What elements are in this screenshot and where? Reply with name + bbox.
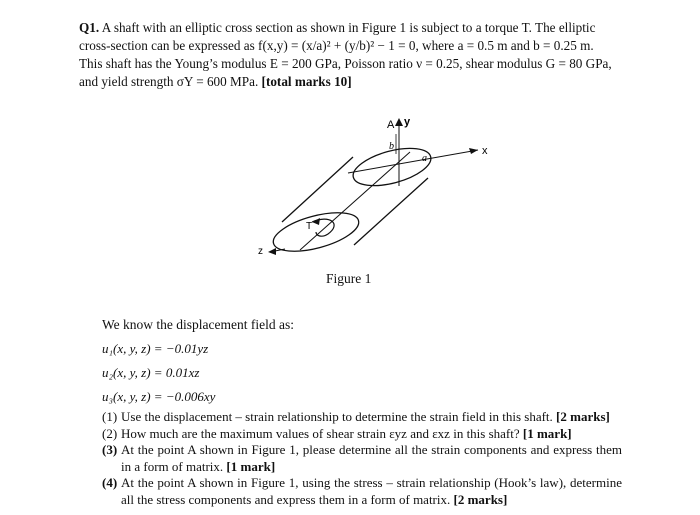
question-item-marks: [2 marks] <box>556 409 610 424</box>
z-axis-label: z <box>258 246 263 257</box>
y-axis-label: y <box>404 116 411 128</box>
torque-label: T <box>306 221 313 232</box>
question-item-1 <box>102 409 622 426</box>
problem-statement <box>79 19 639 91</box>
question-item-marks: [1 mark] <box>522 425 572 441</box>
semi-b-label: b <box>389 141 394 152</box>
z-axis-arrowhead <box>268 248 276 255</box>
question-item-number: (2) <box>102 425 118 441</box>
question-item-marks: [2 marks] <box>453 491 508 507</box>
question-item-number: (4) <box>102 475 118 490</box>
question-item-marks: [1 mark] <box>226 458 276 474</box>
page-cutoff <box>0 507 700 515</box>
point-a-label: A <box>387 119 395 131</box>
problem-line-1: Q1. A shaft with an elliptic cross section as shown in Figure 1 is subject to a torque T. The elliptic <box>79 20 596 35</box>
figure-caption: Figure 1 <box>326 271 372 286</box>
equation-u2: u₂(x, y, z) = 0.01xz <box>102 365 200 380</box>
problem-line-2: cross-section can be expressed as f(x,y) = (x/a)² + (y/b)² − 1 = 0, where a = 0.5 m and b = 0.25 m. <box>79 38 594 53</box>
shaft-bottom-edge <box>354 178 428 245</box>
x-axis-label: x <box>482 145 488 157</box>
x-axis-arrowhead <box>469 148 478 154</box>
total-marks: [total marks 10] <box>261 74 352 89</box>
question-item-text: At the point A shown in Figure 1, please determine all the strain components and express them in a form of matrix. <box>121 442 622 474</box>
displacement-intro: We know the displacement field as: <box>102 317 294 332</box>
shaft-axis <box>300 152 410 250</box>
shaft-figure <box>250 112 490 272</box>
problem-line-3: This shaft has the Young’s modulus E = 200 GPa, Poisson ratio ν = 0.25, shear modulus G = 80 GPa, <box>79 56 612 71</box>
question-list <box>102 409 622 508</box>
y-axis-arrowhead <box>395 118 403 126</box>
question-item-text: At the point A shown in Figure 1, using the stress – strain relationship (Hook’s law), determine all the stress components and express them in a form of matrix. <box>121 475 622 507</box>
question-item-text: Use the displacement – strain relationship to determine the strain field in this shaft. <box>121 409 553 424</box>
question-item-number: (1) <box>102 409 118 424</box>
question-item-4 <box>102 475 622 508</box>
question-number: Q1. <box>79 20 100 35</box>
semi-a-label: a <box>422 153 427 164</box>
question-item-text: How much are the maximum values of shear strain εyz and εxz in this shaft? <box>121 425 520 441</box>
equation-u1: u₁(x, y, z) = −0.01yz <box>102 341 209 356</box>
question-item-3 <box>102 442 622 475</box>
equation-u3: u₃(x, y, z) = −0.006xy <box>102 389 216 404</box>
question-item-number: (3) <box>102 442 118 457</box>
torque-arrowhead <box>312 218 320 225</box>
question-item-2 <box>102 426 622 443</box>
problem-line-4: and yield strength σY = 600 MPa. <box>79 74 259 89</box>
